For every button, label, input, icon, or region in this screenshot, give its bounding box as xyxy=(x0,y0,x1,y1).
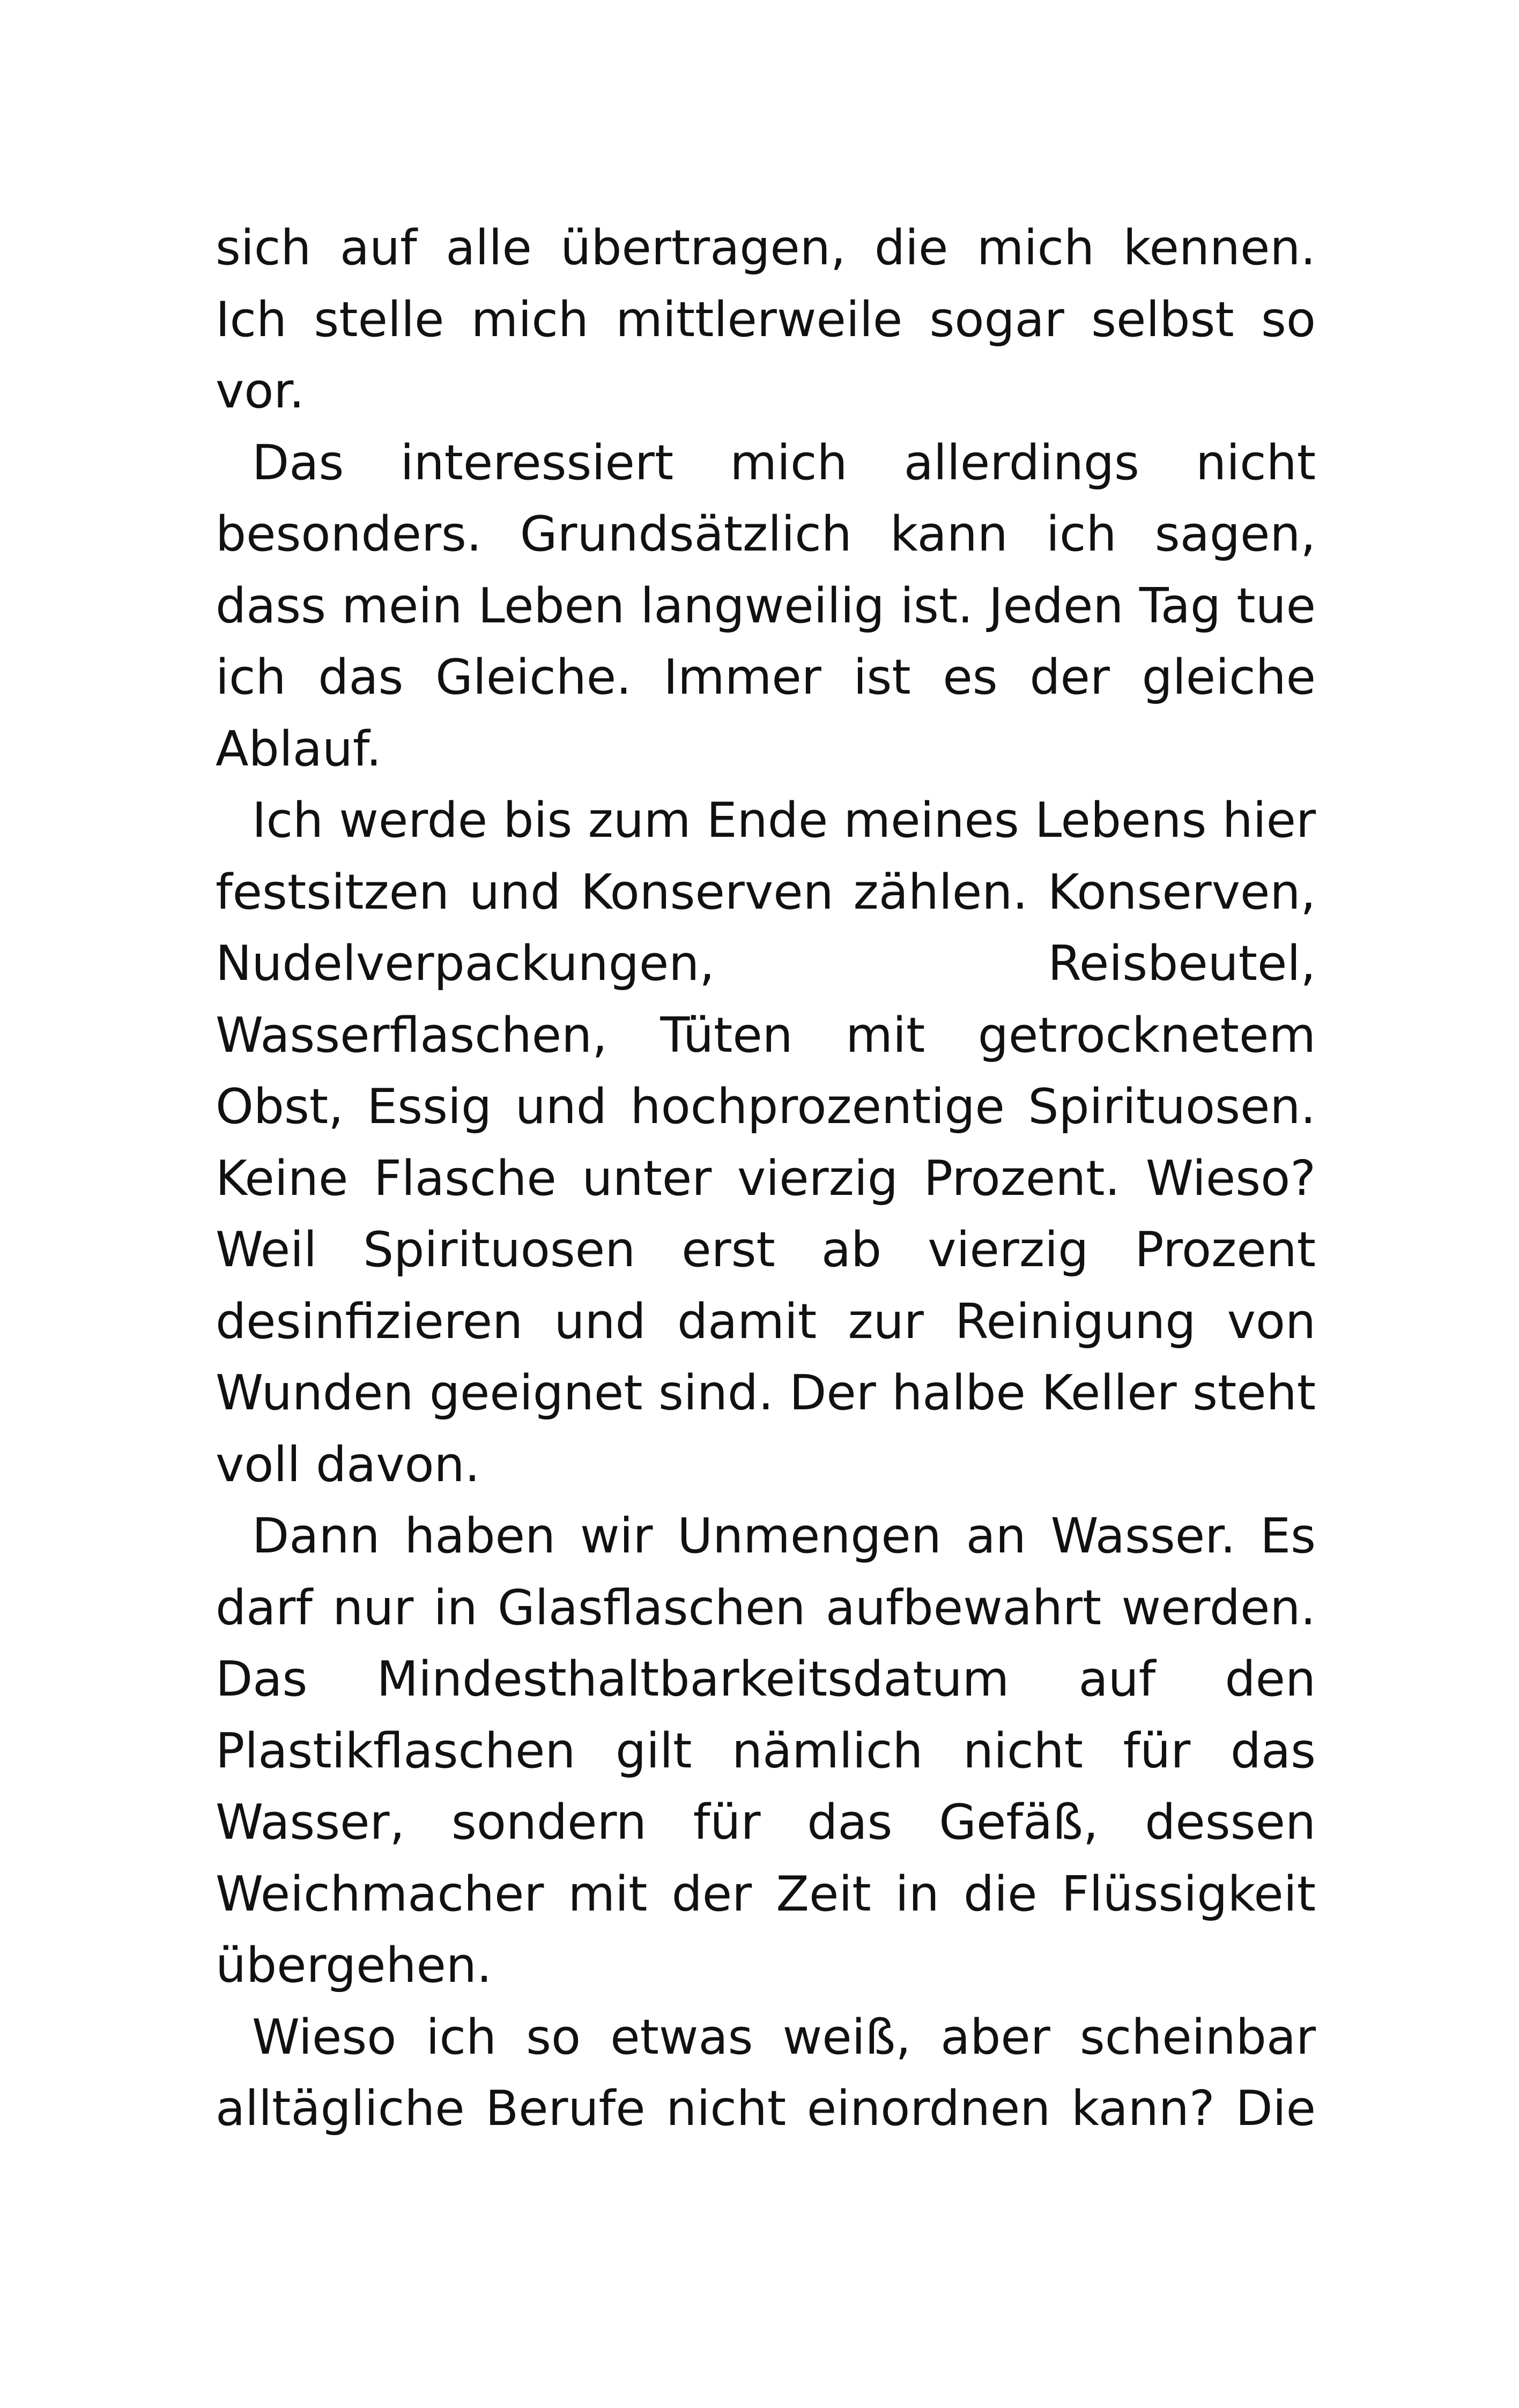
paragraph-1: sich auf alle übertragen, die mich kennen. Ich stelle mich mittlerweile sogar selbst so vor. xyxy=(216,220,1316,419)
paragraph-2: Das interessiert mich allerdings nicht besonders. Grundsätzlich kann ich sagen, dass mein Leben langweilig ist. Jeden Tag tue ich das Gleiche. Immer ist es der gleiche Ablauf. xyxy=(216,434,1316,777)
paragraph-3: Ich werde bis zum Ende meines Lebens hier festsitzen und Konserven zählen. Konserven, Nudelverpackungen, Reisbeutel, Wasserflaschen, Tüten mit getrocknetem Obst, Essig und hochprozentige Spirituosen. Keine Flasche unter vierzig Prozent. Wieso? Weil Spirituosen erst ab vierzig Prozent desinfizieren und damit zur Reinigung von Wunden geeignet sind. Der halbe Keller steht voll davon. xyxy=(216,792,1316,1493)
paragraph-5: Wieso ich so etwas weiß, aber scheinbar alltägliche Berufe nicht einordnen kann? Die xyxy=(216,2009,1316,2137)
paragraph-4: Dann haben wir Unmengen an Wasser. Es darf nur in Glasflaschen aufbewahrt werden. Das Mindesthaltbarkeitsdatum auf den Plastikflaschen gilt nämlich nicht für das Wasser, sondern für das Gefäß, dessen Weichmacher mit der Zeit in die Flüssigkeit übergehen. xyxy=(216,1508,1316,1994)
body-text xyxy=(216,212,1316,2145)
